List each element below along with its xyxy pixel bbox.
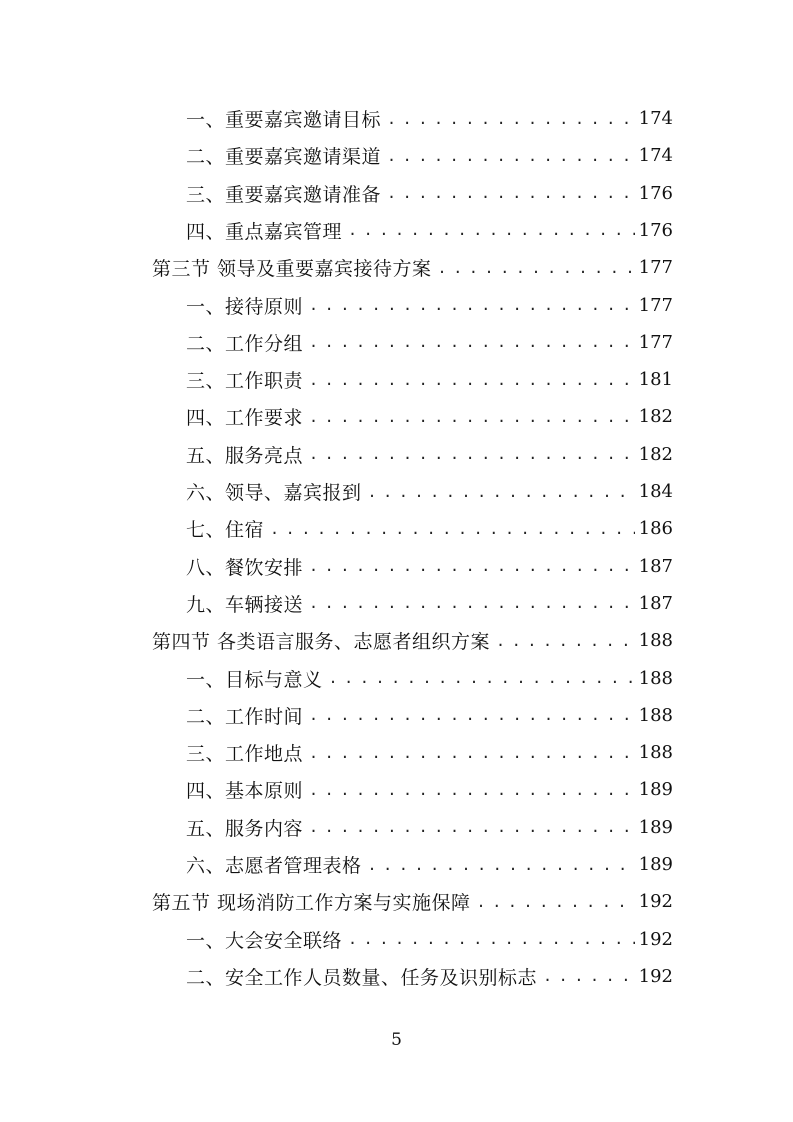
toc-entry-label: 第四节 各类语言服务、志愿者组织方案: [152, 631, 491, 654]
toc-entry-page: 192: [638, 891, 673, 913]
toc-leader-dots: [387, 184, 635, 202]
toc-entry[interactable]: [186, 436, 673, 473]
toc-entry-label: 一、接待原则: [186, 295, 304, 318]
toc-entry-label: 二、工作时间: [186, 705, 304, 728]
toc-entry-label: 三、工作职责: [186, 370, 304, 393]
toc-entry-label: 第五节 现场消防工作方案与实施保障: [152, 892, 471, 915]
toc-leader-dots: [477, 893, 635, 911]
toc-leader-dots: [368, 483, 635, 501]
toc-entry-label: 四、重点嘉宾管理: [186, 220, 343, 243]
toc-entry[interactable]: [186, 473, 673, 510]
toc-leader-dots: [309, 333, 635, 351]
toc-entry[interactable]: [186, 846, 673, 883]
toc-entry-page: 177: [638, 331, 673, 353]
toc-entry[interactable]: [152, 622, 673, 659]
toc-entry-label: 四、工作要求: [186, 407, 304, 430]
toc-leader-dots: [309, 818, 635, 836]
toc-leader-dots: [309, 557, 635, 575]
toc-entry[interactable]: [186, 734, 673, 771]
toc-entry[interactable]: [186, 100, 673, 137]
toc-leader-dots: [543, 967, 635, 985]
toc-entry-label: 三、重要嘉宾邀请准备: [186, 183, 382, 206]
toc-leader-dots: [368, 856, 635, 874]
toc-entry-page: 187: [638, 555, 673, 577]
toc-leader-dots: [348, 221, 635, 239]
toc-entry-page: 177: [638, 257, 673, 279]
toc-leader-dots: [348, 930, 635, 948]
toc-entry-label: 二、工作分组: [186, 332, 304, 355]
toc-entry-page: 192: [638, 965, 673, 987]
toc-entry[interactable]: [186, 771, 673, 808]
toc-leader-dots: [309, 744, 635, 762]
toc-entry-page: 189: [638, 779, 673, 801]
toc-entry-label: 五、服务内容: [186, 817, 304, 840]
toc-entry[interactable]: [186, 809, 673, 846]
toc-entry-page: 192: [638, 928, 673, 950]
toc-entry-page: 188: [638, 667, 673, 689]
toc-entry-page: 186: [638, 518, 673, 540]
toc-leader-dots: [270, 520, 635, 538]
toc-entry-page: 174: [638, 108, 673, 129]
toc-entry-label: 五、服务亮点: [186, 444, 304, 467]
toc-entry[interactable]: [186, 697, 673, 734]
toc-entry-label: 一、大会安全联络: [186, 929, 343, 952]
toc-leader-dots: [309, 296, 635, 314]
toc-leader-dots: [309, 706, 635, 724]
toc-entry[interactable]: [152, 249, 673, 286]
toc-entry-label: 第三节 领导及重要嘉宾接待方案: [152, 258, 432, 281]
toc-leader-dots: [309, 408, 635, 426]
toc-entry-page: 184: [638, 481, 673, 502]
toc-entry[interactable]: [186, 958, 673, 995]
toc-entry[interactable]: [186, 510, 673, 547]
toc-leader-dots: [329, 669, 635, 687]
toc-leader-dots: [438, 259, 635, 277]
toc-entry-label: 七、住宿: [186, 519, 265, 542]
toc-entry-page: 188: [638, 704, 673, 726]
toc-entry-label: 六、领导、嘉宾报到: [186, 482, 362, 504]
toc-entry-page: 181: [638, 369, 673, 391]
toc-entry-label: 二、安全工作人员数量、任务及识别标志: [186, 966, 538, 989]
toc-entry[interactable]: [186, 137, 673, 174]
toc-entry-page: 187: [638, 592, 673, 614]
toc-entry[interactable]: [186, 324, 673, 361]
toc-entry[interactable]: [186, 287, 673, 324]
toc-entry-label: 一、重要嘉宾邀请目标: [186, 109, 382, 131]
toc-entry[interactable]: [152, 883, 673, 920]
toc-entry-label: 六、志愿者管理表格: [186, 855, 362, 877]
toc-entry[interactable]: [186, 361, 673, 398]
toc-entry-page: 188: [638, 742, 673, 764]
toc-entry[interactable]: [186, 398, 673, 435]
toc-entry[interactable]: [186, 175, 673, 212]
toc-entry-label: 四、基本原则: [186, 780, 304, 803]
toc-entry[interactable]: [186, 660, 673, 697]
toc-leader-dots: [309, 371, 635, 389]
toc-entry-label: 二、重要嘉宾邀请渠道: [186, 146, 382, 169]
toc-leader-dots: [309, 445, 635, 463]
toc-entry[interactable]: [186, 548, 673, 585]
toc-entry-label: 一、目标与意义: [186, 668, 323, 691]
toc-leader-dots: [496, 632, 635, 650]
toc-leader-dots: [387, 147, 635, 165]
toc-leader-dots: [309, 781, 635, 799]
toc-leader-dots: [387, 110, 635, 128]
toc-entry-page: 176: [638, 182, 673, 204]
toc-entry[interactable]: [186, 921, 673, 958]
toc-entry-page: 182: [638, 406, 673, 428]
toc-entry-label: 八、餐饮安排: [186, 556, 304, 579]
toc-entry-page: 176: [638, 219, 673, 241]
toc-entry[interactable]: [186, 212, 673, 249]
toc-entry-page: 182: [638, 443, 673, 465]
toc-entry-page: 189: [638, 816, 673, 838]
toc-leader-dots: [309, 594, 635, 612]
toc-entry-page: 188: [638, 630, 673, 652]
page-number: 5: [391, 1030, 402, 1050]
toc-entry-label: 九、车辆接送: [186, 593, 304, 616]
toc-entry[interactable]: [186, 585, 673, 622]
toc-entry-page: 189: [638, 854, 673, 875]
toc-entry-page: 174: [638, 145, 673, 167]
toc-entry-label: 三、工作地点: [186, 743, 304, 766]
toc-entry-page: 177: [638, 294, 673, 316]
